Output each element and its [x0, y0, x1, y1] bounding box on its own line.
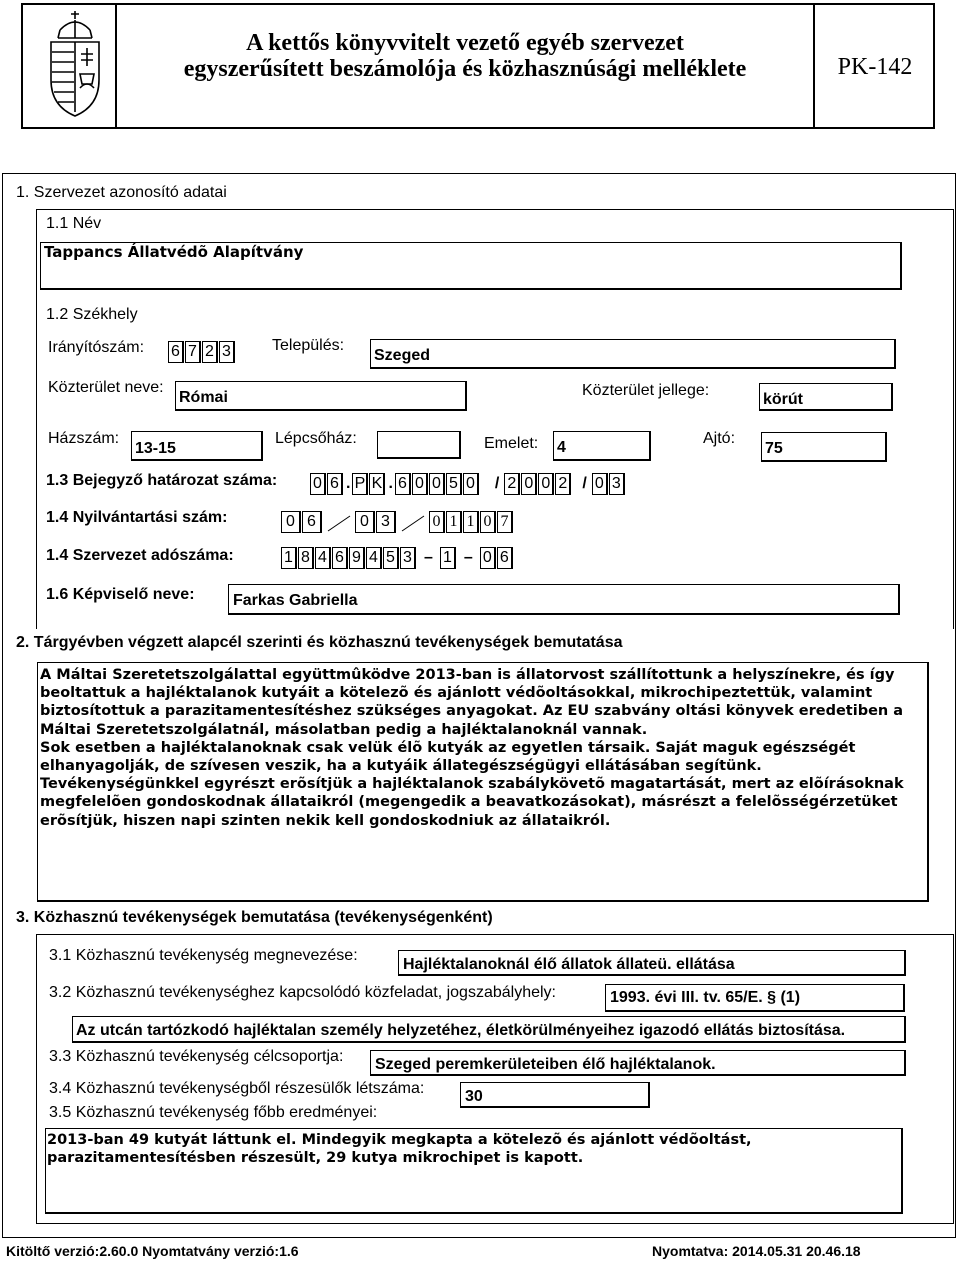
public-task-text-value: Az utcán tartózkodó hajléktalan személy helyzetéhez, életkörülményeihez igazodó ellátás biztosítása.: [76, 1022, 846, 1039]
tax-digit: 4: [366, 547, 382, 569]
street-label: Közterület neve:: [48, 379, 164, 396]
resolution-label: 1.3 Bejegyző határozat száma:: [46, 472, 278, 489]
door-value: 75: [765, 440, 783, 457]
tax-digit: 5: [383, 547, 399, 569]
registry-digit: 3: [376, 511, 396, 533]
city-value: Szeged: [374, 347, 431, 364]
resolution-digit: 0: [429, 473, 445, 495]
form-title-line-2: egyszerűsített beszámolója és közhasznúsági melléklete: [183, 56, 747, 82]
public-task-law-value: 1993. évi III. tv. 65/E. § (1): [610, 989, 801, 1006]
activity-name-label: 3.1 Közhasznú tevékenység megnevezése:: [49, 947, 358, 964]
resolution-digit: 5: [446, 473, 462, 495]
footer-printed-date: Nyomtatva: 2014.05.31 20.46.18: [652, 1243, 861, 1259]
zip-digit: 6: [168, 341, 184, 363]
tax-digit: 1: [440, 547, 456, 569]
results-text-line: parazitamentesítésben részesült, 29 kutya mikrochipet is kapott.: [47, 1150, 584, 1167]
section2-activity-text: [40, 666, 904, 830]
tax-digit: 9: [349, 547, 365, 569]
activity-text-line: biztosítottuk a parazitamentesítéshez szükséges anyagokat. Az EU szabvány oltási könyvek eredetiben a: [40, 703, 904, 720]
participants-field[interactable]: [460, 1082, 650, 1108]
resolution-digit: 0: [412, 473, 428, 495]
activity-text-line: Sok esetben a hajléktalanoknak csak velük élõ kutyák az egyetlen társaik. Saját maguk egészségét: [40, 739, 856, 756]
registry-number-field[interactable]: [281, 511, 514, 533]
target-group-label: 3.3 Közhasznú tevékenység célcsoportja:: [49, 1048, 344, 1065]
seat-label: 1.2 Székhely: [46, 306, 138, 323]
tax-digit: 1: [281, 547, 297, 569]
participants-label: 3.4 Közhasznú tevékenységből részesülők létszáma:: [49, 1080, 425, 1097]
registry-digit: 0: [480, 511, 496, 533]
resolution-separator: .: [388, 475, 393, 492]
section2-title: 2. Tárgyévben végzett alapcél szerinti és közhasznú tevékenységek bemutatása: [16, 634, 623, 651]
section3-title: 3. Közhasznú tevékenységek bemutatása (tevékenységenként): [16, 909, 493, 926]
registry-digit: 1: [446, 511, 462, 533]
resolution-digit: 0: [592, 473, 608, 495]
house-number-value: 13-15: [135, 440, 176, 457]
registry-digit: 6: [302, 511, 322, 533]
results-text-line: 2013-ban 49 kutyát láttunk el. Mindegyik megkapta a kötelezõ és ajánlott védõoltást,: [47, 1132, 752, 1148]
footer-version: Kitöltő verzió:2.60.0 Nyomtatvány verzió:1.6: [6, 1243, 299, 1259]
activity-text-line: A Máltai Szeretetszolgálattal együttmûködve 2013-ban is állatorvost szállítottunk a helyszínekre, és így: [40, 667, 895, 683]
name-value: Tappancs Állatvédõ Alapítvány: [44, 243, 304, 261]
section1-title: 1. Szervezet azonosító adatai: [16, 184, 227, 201]
registry-slash-icon: [327, 511, 351, 533]
activity-text-line: Máltai Szeretetszolgálatnál, másolatban pedig a hajléktalanoknál vannak.: [40, 721, 648, 738]
activity-text-line: erõsítjük, hiszen napi szinten nekik kell gondoskodniuk az állataikról.: [40, 812, 611, 829]
stair-field[interactable]: [377, 431, 461, 459]
representative-value: Farkas Gabriella: [233, 592, 358, 609]
street-type-value: körút: [763, 391, 803, 408]
door-label: Ajtó:: [703, 430, 736, 447]
tax-digit: 4: [315, 547, 331, 569]
city-label: Település:: [272, 337, 345, 354]
resolution-digit: 0: [310, 473, 326, 495]
coat-of-arms-icon: [44, 8, 106, 120]
resolution-digit: 0: [521, 473, 537, 495]
tax-digit: 8: [298, 547, 314, 569]
activity-text-line: Tevékenységünkkel egyrészt erõsítjük a hajléktalanok szabálykövetõ magatartását, mert az elõírásoknak: [40, 776, 904, 793]
form-title-line-1: A kettős könyvvitelt vezető egyéb szervezet: [246, 30, 684, 56]
participants-value: 30: [465, 1088, 483, 1105]
registry-digit: 7: [497, 511, 513, 533]
house-number-label: Házszám:: [48, 430, 120, 447]
tax-separator: –: [424, 549, 433, 566]
resolution-digit: 6: [395, 473, 411, 495]
results-label: 3.5 Közhasznú tevékenység főbb eredményei:: [49, 1104, 378, 1121]
name-label: 1.1 Név: [46, 215, 102, 232]
street-value: Római: [179, 389, 228, 406]
resolution-separator: /: [582, 475, 587, 492]
activity-name-value: Hajléktalanoknál élő állatok állateü. ellátása: [403, 956, 735, 973]
resolution-digit: 6: [327, 473, 343, 495]
tax-digit: 0: [480, 547, 496, 569]
target-group-value: Szeged peremkerületeiben élő hajléktalanok.: [375, 1056, 716, 1073]
resolution-separator: /: [494, 475, 500, 492]
results-text: [47, 1131, 752, 1167]
floor-value: 4: [557, 439, 566, 456]
floor-label: Emelet:: [484, 435, 539, 452]
resolution-digit: 0: [538, 473, 554, 495]
activity-text-line: elhanyagolják, de szívesen veszik, ha a kutyáik állategészségügyi ellátásában segítünk.: [40, 758, 762, 775]
street-type-label: Közterület jellege:: [582, 382, 710, 399]
zip-digit: 7: [185, 341, 201, 363]
representative-label: 1.6 Képviselő neve:: [46, 586, 195, 603]
city-field[interactable]: [370, 339, 896, 369]
resolution-separator: .: [346, 475, 351, 492]
tax-digit: 3: [400, 547, 416, 569]
activity-text-line: beoltattuk a hajléktalanok kutyáit a kötelezõ és ajánlott védõoltásokkal, mikrochipeztettük, valamint: [40, 685, 873, 702]
public-task-label: 3.2 Közhasznú tevékenységhez kapcsolódó közfeladat, jogszabályhely:: [49, 984, 556, 1001]
resolution-digit: K: [369, 473, 385, 495]
tax-digit: 6: [332, 547, 348, 569]
resolution-digit: 3: [609, 473, 625, 495]
zip-digit: 3: [219, 341, 235, 363]
resolution-digit: P: [352, 473, 368, 495]
resolution-digit: 2: [504, 473, 520, 495]
tax-separator: –: [463, 549, 473, 566]
tax-number-label: 1.4 Szervezet adószáma:: [46, 547, 234, 564]
tax-digit: 6: [497, 547, 513, 569]
resolution-number-field[interactable]: [310, 473, 626, 495]
registry-digit: 0: [355, 511, 375, 533]
resolution-digit: 2: [555, 473, 571, 495]
zip-label: Irányítószám:: [48, 339, 145, 356]
registry-digit: 0: [429, 511, 445, 533]
zip-code-field[interactable]: [168, 341, 236, 363]
stair-label: Lépcsőház:: [275, 430, 357, 447]
registry-digit: 0: [281, 511, 301, 533]
tax-number-field[interactable]: [281, 547, 514, 569]
form-title: [116, 30, 814, 82]
resolution-digit: 0: [463, 473, 479, 495]
registry-label: 1.4 Nyilvántartási szám:: [46, 509, 228, 526]
floor-field[interactable]: [553, 431, 651, 461]
form-code: PK-142: [837, 54, 913, 80]
activity-text-line: megfelelõen gondoskodnak állataikról (megengedik a beavatkozásokat), másrészt a felelõsségérzetüket: [40, 794, 898, 811]
zip-digit: 2: [202, 341, 218, 363]
registry-digit: 1: [463, 511, 479, 533]
registry-slash-icon: [401, 511, 425, 533]
